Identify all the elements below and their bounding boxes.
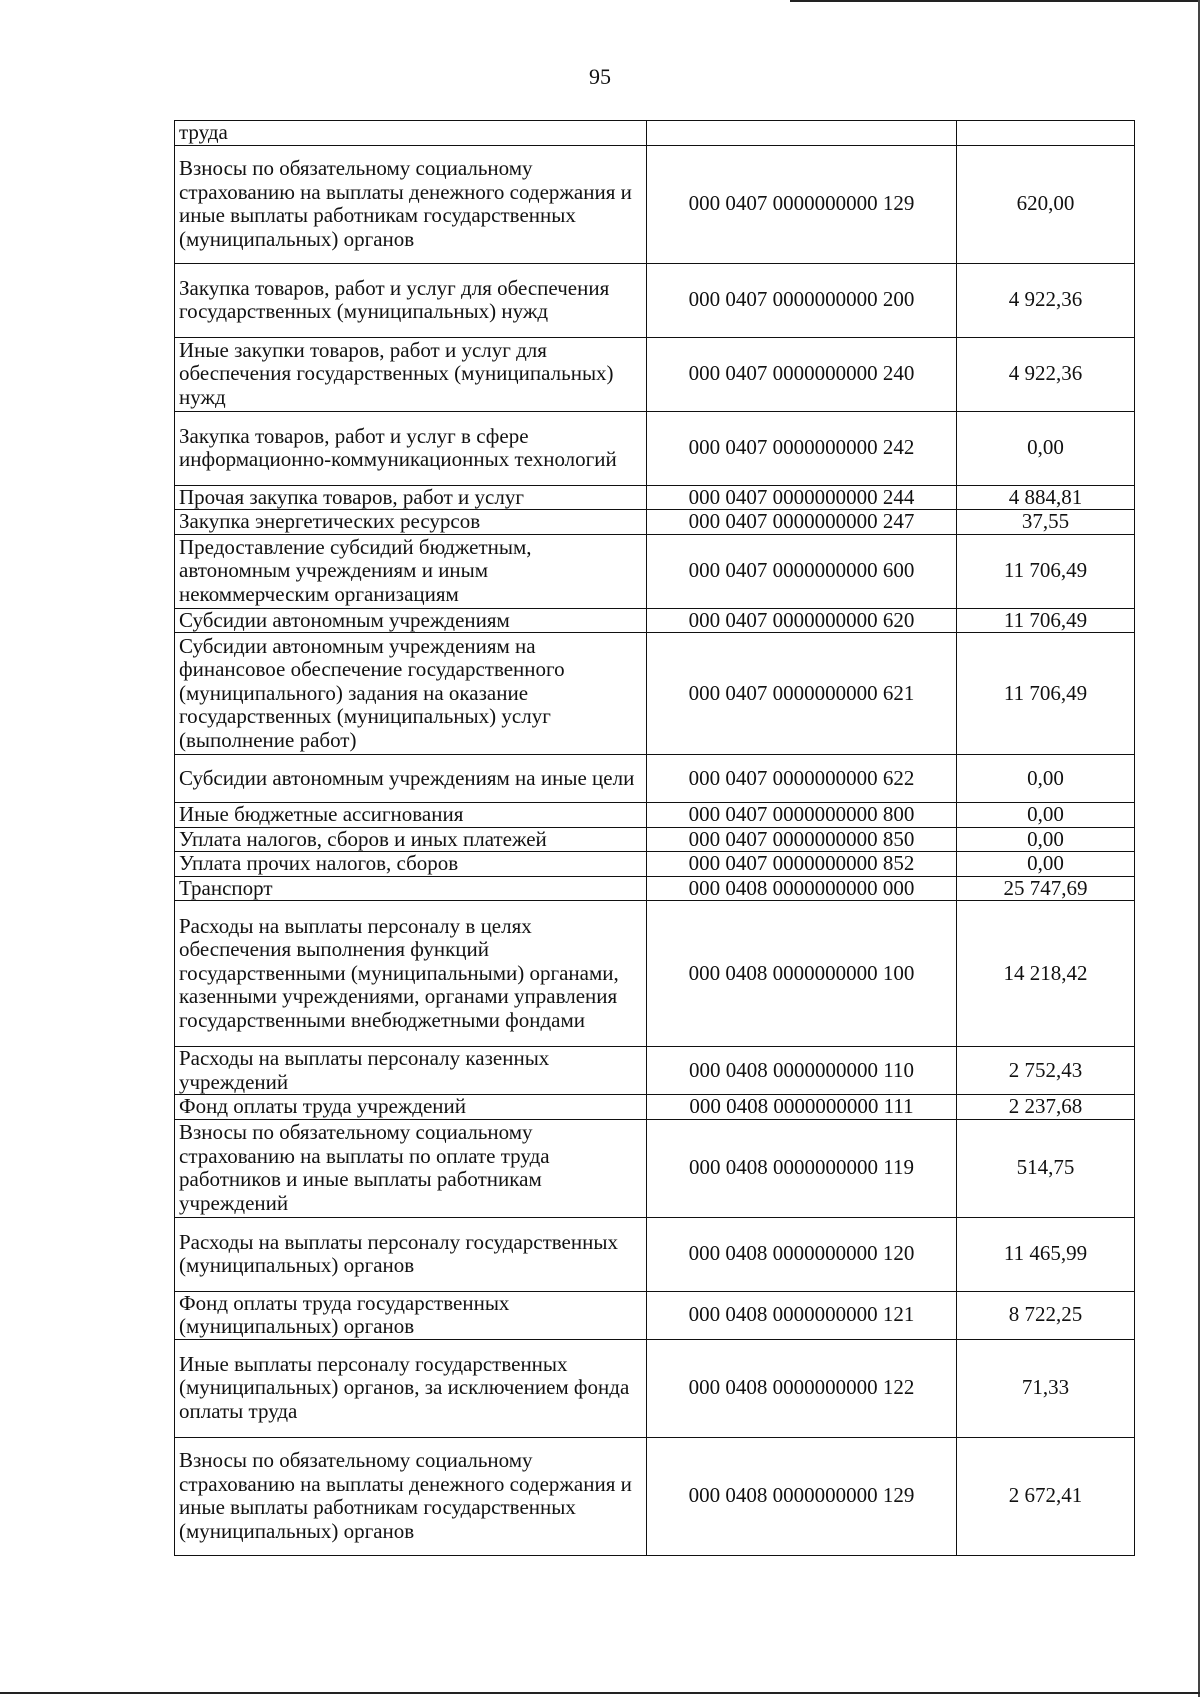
table-row (175, 510, 1135, 535)
table-row (175, 608, 1135, 633)
row-sum: 4 922,36 (957, 337, 1135, 411)
row-name: Уплата прочих налогов, сборов (175, 852, 647, 877)
row-sum: 0,00 (957, 827, 1135, 852)
table-row (175, 337, 1135, 411)
row-sum: 2 237,68 (957, 1095, 1135, 1120)
row-sum: 11 706,49 (957, 608, 1135, 633)
table-row (175, 1119, 1135, 1217)
row-name: Субсидии автономным учреждениям (175, 608, 647, 633)
table-row (175, 1217, 1135, 1291)
row-sum: 2 672,41 (957, 1437, 1135, 1555)
row-name: Субсидии автономным учреждениям на иные цели (175, 755, 647, 803)
scan-edge-bottom (0, 1692, 1200, 1694)
row-sum: 11 706,49 (957, 534, 1135, 608)
row-code: 000 0407 0000000000 129 (647, 145, 957, 263)
table-row (175, 1095, 1135, 1120)
row-code: 000 0407 0000000000 621 (647, 633, 957, 755)
row-code: 000 0408 0000000000 100 (647, 901, 957, 1047)
row-code: 000 0408 0000000000 129 (647, 1437, 957, 1555)
row-code: 000 0408 0000000000 110 (647, 1047, 957, 1095)
row-code: 000 0408 0000000000 111 (647, 1095, 957, 1120)
row-name: Транспорт (175, 876, 647, 901)
row-sum: 0,00 (957, 755, 1135, 803)
row-name: Взносы по обязательному социальному страхованию на выплаты денежного содержания и иные выплаты работникам государственных (муниципальных) органов (175, 1437, 647, 1555)
row-sum: 514,75 (957, 1119, 1135, 1217)
table-row (175, 901, 1135, 1047)
row-name: Взносы по обязательному социальному страхованию на выплаты денежного содержания и иные выплаты работникам государственных (муниципальных) органов (175, 145, 647, 263)
row-code: 000 0407 0000000000 247 (647, 510, 957, 535)
row-name: Фонд оплаты труда учреждений (175, 1095, 647, 1120)
row-sum: 11 465,99 (957, 1217, 1135, 1291)
table-row (175, 1437, 1135, 1555)
row-name: Предоставление субсидий бюджетным, автономным учреждениям и иным некоммерческим организациям (175, 534, 647, 608)
row-code: 000 0408 0000000000 121 (647, 1291, 957, 1339)
row-code: 000 0407 0000000000 600 (647, 534, 957, 608)
row-sum: 620,00 (957, 145, 1135, 263)
row-name: Субсидии автономным учреждениям на финансовое обеспечение государственного (муниципального) задания на оказание государственных (муниципальных) услуг (выполнение работ) (175, 633, 647, 755)
row-sum: 37,55 (957, 510, 1135, 535)
row-sum: 71,33 (957, 1339, 1135, 1437)
row-code: 000 0408 0000000000 000 (647, 876, 957, 901)
table-row (175, 145, 1135, 263)
table-row (175, 755, 1135, 803)
table-body (175, 121, 1135, 1556)
table-row (175, 1047, 1135, 1095)
table-row (175, 411, 1135, 485)
row-name: Закупка товаров, работ и услуг в сфере информационно-коммуникационных технологий (175, 411, 647, 485)
row-sum: 0,00 (957, 411, 1135, 485)
table-row (175, 1291, 1135, 1339)
row-code: 000 0408 0000000000 120 (647, 1217, 957, 1291)
row-sum: 11 706,49 (957, 633, 1135, 755)
row-sum: 4 922,36 (957, 263, 1135, 337)
row-code (647, 121, 957, 146)
row-sum: 14 218,42 (957, 901, 1135, 1047)
table-row (175, 852, 1135, 877)
row-code: 000 0407 0000000000 800 (647, 803, 957, 828)
row-code: 000 0407 0000000000 620 (647, 608, 957, 633)
row-code: 000 0407 0000000000 852 (647, 852, 957, 877)
table-row (175, 534, 1135, 608)
row-code: 000 0407 0000000000 240 (647, 337, 957, 411)
row-code: 000 0408 0000000000 122 (647, 1339, 957, 1437)
row-name: Расходы на выплаты персоналу в целях обеспечения выполнения функций государственными (муниципальными) органами, казенными учреждениями, органами управления государственными внебюджетными фондами (175, 901, 647, 1047)
row-name: Иные закупки товаров, работ и услуг для обеспечения государственных (муниципальных) нужд (175, 337, 647, 411)
row-name: труда (175, 121, 647, 146)
table-row (175, 263, 1135, 337)
row-name: Иные выплаты персоналу государственных (муниципальных) органов, за исключением фонда оплаты труда (175, 1339, 647, 1437)
row-sum: 0,00 (957, 803, 1135, 828)
table-row (175, 1339, 1135, 1437)
row-sum: 8 722,25 (957, 1291, 1135, 1339)
row-code: 000 0407 0000000000 622 (647, 755, 957, 803)
row-name: Прочая закупка товаров, работ и услуг (175, 485, 647, 510)
row-sum: 0,00 (957, 852, 1135, 877)
row-name: Закупка товаров, работ и услуг для обеспечения государственных (муниципальных) нужд (175, 263, 647, 337)
table-row (175, 803, 1135, 828)
row-code: 000 0407 0000000000 200 (647, 263, 957, 337)
row-name: Фонд оплаты труда государственных (муниципальных) органов (175, 1291, 647, 1339)
table-row (175, 485, 1135, 510)
row-code: 000 0407 0000000000 242 (647, 411, 957, 485)
row-name: Уплата налогов, сборов и иных платежей (175, 827, 647, 852)
row-code: 000 0407 0000000000 850 (647, 827, 957, 852)
table-row (175, 633, 1135, 755)
row-code: 000 0408 0000000000 119 (647, 1119, 957, 1217)
page-number: 95 (589, 64, 611, 89)
table-row (175, 827, 1135, 852)
row-name: Расходы на выплаты персоналу государственных (муниципальных) органов (175, 1217, 647, 1291)
scan-edge-top (790, 0, 1200, 2)
table-row (175, 876, 1135, 901)
row-code: 000 0407 0000000000 244 (647, 485, 957, 510)
row-name: Взносы по обязательному социальному страхованию на выплаты по оплате труда работников и иные выплаты работникам учреждений (175, 1119, 647, 1217)
row-sum (957, 121, 1135, 146)
table-row (175, 121, 1135, 146)
row-name: Расходы на выплаты персоналу казенных учреждений (175, 1047, 647, 1095)
row-name: Иные бюджетные ассигнования (175, 803, 647, 828)
row-sum: 25 747,69 (957, 876, 1135, 901)
row-sum: 2 752,43 (957, 1047, 1135, 1095)
budget-expenditure-table (174, 120, 1135, 1556)
row-name: Закупка энергетических ресурсов (175, 510, 647, 535)
row-sum: 4 884,81 (957, 485, 1135, 510)
